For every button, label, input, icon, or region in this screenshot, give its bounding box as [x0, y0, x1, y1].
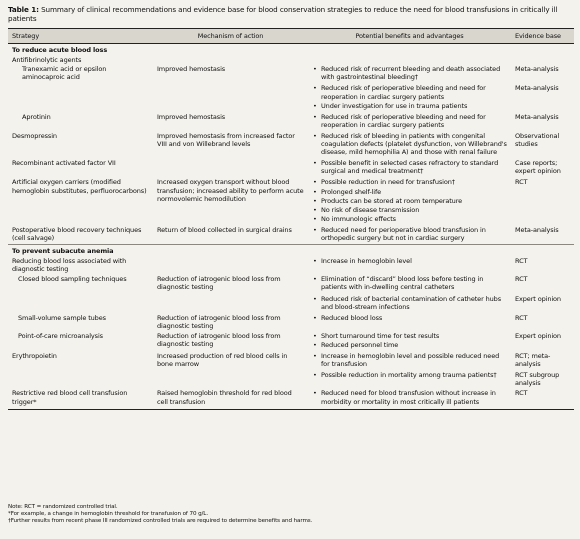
evidence-cell: Expert opinion: [515, 294, 561, 303]
benefits-cell: [308, 225, 511, 245]
benefit-item: • Reduced risk of perioperative bleeding and need for reoperation in cardiac surgery patients: [312, 84, 507, 100]
table-row: [8, 388, 574, 409]
mechanism-cell: Increased production of red blood cells in bone marrow: [157, 352, 288, 369]
footnote: †Further results from recent phase III randomized controlled trials are required to determine benefits and harms.: [8, 518, 313, 525]
section-title-subacute: To prevent subacute anemia: [8, 245, 574, 257]
evidence-cell: RCT subgroup analysis: [515, 371, 560, 388]
strategy-cell: Closed blood sampling techniques: [18, 275, 127, 284]
blood-conservation-table: [8, 28, 574, 410]
benefit-item: • Reduced need for blood transfusion without increase in morbidity or mortality in most critically ill patients: [312, 389, 507, 405]
section-row: [8, 44, 574, 56]
caption-label: Table 1:: [8, 5, 39, 14]
benefit-item: • Increase in hemoglobin level and possible reduced need for transfusion: [312, 352, 507, 368]
benefit-item: • Reduced risk of bleeding in patients with congenital coagulation defects (platelet dysfunction, von Willebrand's disease, mild hemophilia A) and those with renal failure: [312, 132, 507, 156]
mechanism-cell: Raised hemoglobin threshold for red blood cell transfusion: [153, 388, 308, 409]
mechanism-cell: Reduction of iatrogenic blood loss from diagnostic testing: [157, 275, 281, 292]
table-row: [8, 351, 574, 370]
evidence-cell: Expert opinion: [515, 331, 561, 340]
benefits-cell: [308, 256, 511, 274]
benefit-item: • Under investigation for use in trauma patients: [312, 102, 507, 110]
caption-text: Summary of clinical recommendations and evidence base for blood conservation strategies to reduce the need for blood transfusions in critically ill patients: [8, 5, 558, 24]
table-row: [8, 313, 574, 331]
benefit-item: • Possible reduction in need for transfusion†: [312, 178, 507, 186]
header-row: [8, 29, 574, 44]
benefits-cell: [308, 83, 511, 111]
section-row: [8, 245, 574, 257]
benefit-item: • No immunologic effects: [312, 215, 507, 223]
section-title-acute: To reduce acute blood loss: [12, 46, 108, 55]
evidence-cell: RCT: [515, 178, 528, 187]
mechanism-cell: Improved hemostasis from increased factor VIII and von Willebrand levels: [157, 131, 295, 149]
table-row: [8, 370, 574, 388]
benefit-item: • No risk of disease transmission: [312, 206, 507, 214]
mechanism-cell: [153, 158, 308, 177]
strategy-cell: Aprotinin: [22, 112, 51, 121]
evidence-cell: Meta-analysis: [515, 225, 559, 234]
header-evidence: Evidence base: [511, 29, 574, 44]
table-row: [8, 274, 574, 293]
evidence-cell: RCT: [515, 275, 528, 284]
benefits-cell: [308, 388, 511, 409]
table-row: [8, 331, 574, 351]
table-row: [8, 55, 574, 64]
evidence-cell: Case reports; expert opinion: [515, 159, 561, 176]
evidence-cell: Meta-analysis: [515, 84, 559, 93]
mechanism-cell: Reduction of iatrogenic blood loss from diagnostic testing: [157, 313, 281, 330]
table-row: [8, 177, 574, 224]
header-benefits: Potential benefits and advantages: [308, 29, 511, 44]
benefit-item: • Reduced risk of recurrent bleeding and death associated with gastrointestinal bleeding†: [312, 65, 507, 81]
strategy-cell: Small-volume sample tubes: [18, 313, 106, 322]
strategy-cell: Antifibrinolytic agents: [12, 56, 82, 65]
evidence-cell: RCT: [511, 388, 574, 409]
evidence-cell: Observational studies: [515, 131, 560, 149]
benefit-item: • Increase in hemoglobin level: [312, 257, 507, 265]
evidence-cell: RCT; meta-analysis: [515, 352, 551, 369]
mechanism-cell: Return of blood collected in surgical drains: [157, 225, 292, 234]
benefits-cell: [308, 131, 511, 158]
table-footnotes: [8, 504, 574, 525]
benefits-cell: [308, 331, 511, 351]
evidence-cell: RCT: [515, 257, 528, 266]
benefit-item: • Reduced need for perioperative blood transfusion in orthopedic surgery but not in cardiac surgery: [312, 226, 507, 242]
table-row: [8, 112, 574, 131]
strategy-cell: Desmopressin: [12, 131, 57, 140]
table-row: [8, 256, 574, 274]
strategy-cell: Erythropoietin: [12, 352, 57, 361]
strategy-cell: Recombinant activated factor VII: [12, 159, 116, 168]
benefits-cell: [308, 294, 511, 313]
benefit-item: • Reduced risk of perioperative bleeding and need for reoperation in cardiac surgery patients: [312, 113, 507, 129]
strategy-cell: Postoperative blood recovery techniques (cell salvage): [12, 225, 142, 242]
table-row: [8, 225, 574, 245]
benefits-cell: [308, 158, 511, 177]
benefit-item: • Reduced blood loss: [312, 314, 507, 322]
mechanism-cell: Increased oxygen transport without blood transfusion; increased ability to perform acute normovolemic hemodilution: [157, 178, 304, 203]
mechanism-cell: Reduction of iatrogenic blood loss from diagnostic testing: [157, 331, 281, 348]
footnote: *For example, a change in hemoglobin threshold for transfusion of 70 g/L.: [8, 511, 209, 518]
benefits-cell: [308, 112, 511, 131]
benefit-item: • Short turnaround time for test results: [312, 332, 507, 340]
mechanism-cell: Improved hemostasis: [157, 65, 226, 74]
benefits-cell: [308, 313, 511, 331]
table-row: [8, 131, 574, 158]
evidence-cell: RCT: [515, 313, 528, 322]
benefit-item: • Reduced risk of bacterial contamination of catheter hubs and blood-stream infections: [312, 295, 507, 311]
benefits-cell: [308, 351, 511, 370]
benefit-item: • Possible benefit in selected cases refractory to standard surgical and medical treatment†: [312, 159, 507, 175]
benefit-item: • Elimination of “discard” blood loss before testing in patients with in-dwelling central catheters: [312, 275, 507, 291]
benefit-item: • Reduced personnel time: [312, 341, 507, 349]
strategy-cell: Tranexamic acid or epsilon aminocaproic acid: [22, 65, 107, 82]
benefits-cell: [308, 177, 511, 224]
benefit-item: • Possible reduction in mortality among trauma patients†: [312, 371, 507, 379]
table-row: [8, 294, 574, 313]
evidence-cell: Meta-analysis: [515, 65, 559, 74]
footnote: Note: RCT = randomized controlled trial.: [8, 504, 118, 510]
header-mechanism: Mechanism of action: [153, 29, 308, 44]
mechanism-cell: Improved hemostasis: [157, 112, 226, 121]
evidence-cell: Meta-analysis: [515, 112, 559, 121]
benefits-cell: [308, 370, 511, 388]
strategy-cell: Reducing blood loss associated with diagnostic testing: [12, 257, 127, 274]
strategy-cell: Artificial oxygen carriers (modified hemoglobin substitutes, perfluorocarbons): [12, 178, 147, 195]
table-row: [8, 83, 574, 111]
strategy-cell: Point-of-care microanalysis: [18, 331, 103, 340]
table-row: [8, 158, 574, 177]
benefits-cell: [308, 274, 511, 293]
benefit-item: • Products can be stored at room temperature: [312, 197, 507, 205]
header-strategy: Strategy: [8, 29, 153, 44]
mechanism-cell: [153, 256, 308, 274]
table-caption: [8, 5, 574, 24]
benefit-item: • Prolonged shelf-life: [312, 188, 507, 196]
benefits-cell: [308, 64, 511, 83]
table-row: [8, 64, 574, 83]
strategy-cell: Restrictive red blood cell transfusion trigger*: [8, 388, 153, 409]
